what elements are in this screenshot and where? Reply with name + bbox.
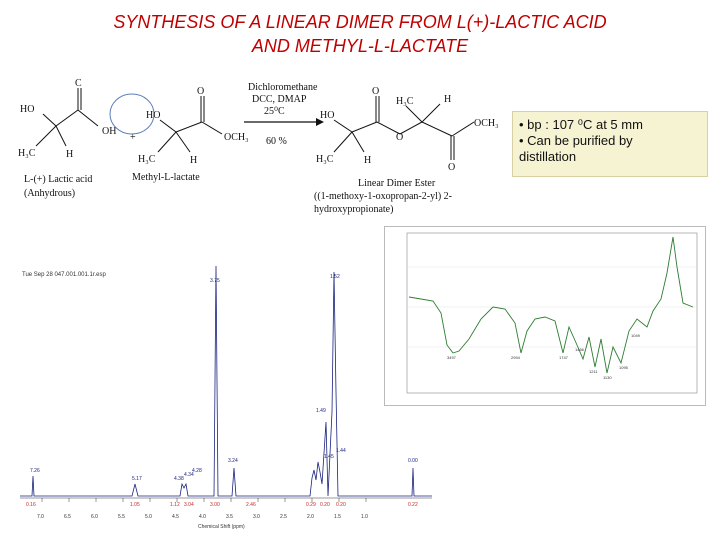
- plus-sign: +: [130, 132, 136, 143]
- nmr-tick-label: 3.5: [226, 514, 233, 520]
- methyl-lactate-name: Methyl-L-lactate: [132, 172, 200, 183]
- nmr-integral-9: 0.20: [336, 502, 346, 508]
- nmr-integral-4: 3.04: [184, 502, 194, 508]
- nmr-tick-label: 6.0: [91, 514, 98, 520]
- nmr-tick-label: 1.0: [361, 514, 368, 520]
- nmr-tick-label: 1.5: [334, 514, 341, 520]
- atom-h-1: H: [66, 149, 74, 160]
- nmr-peak-labels: [30, 274, 418, 482]
- nmr-peak-1: 7.26: [30, 468, 40, 474]
- nmr-tick-label: 2.5: [280, 514, 287, 520]
- product-iupac-line-2: hydroxypropionate): [314, 204, 394, 215]
- ir-label-6: 1130: [603, 375, 612, 380]
- nmr-tick-label: 2.0: [307, 514, 314, 520]
- ir-trace: [409, 237, 693, 373]
- atom-o-2: O: [197, 86, 205, 97]
- nmr-tick-label: 3.0: [253, 514, 260, 520]
- nmr-integral-5: 3.00: [210, 502, 220, 508]
- title-line-1: SYNTHESIS OF A LINEAR DIMER FROM L(+)-LACTIC ACID: [113, 12, 607, 32]
- properties-note: [512, 111, 708, 177]
- nmr-tick-label: 6.5: [64, 514, 71, 520]
- atom-h-4: H: [364, 155, 372, 166]
- ir-grid: [407, 267, 697, 347]
- reagent-coupling: DCC, DMAP: [252, 94, 307, 105]
- ir-label-1: 3497: [447, 355, 456, 360]
- nmr-tick-label: 4.0: [199, 514, 206, 520]
- ir-label-4: 1456: [575, 347, 584, 352]
- lactic-acid-name: L-(+) Lactic acid: [24, 174, 93, 185]
- atom-h-3: H: [444, 94, 452, 105]
- ir-label-8: 1049: [631, 333, 640, 338]
- nmr-integral-10: 0.22: [408, 502, 418, 508]
- atom-oh-1: OH: [102, 126, 117, 137]
- nmr-peak-8: 1.52: [330, 274, 340, 280]
- ir-label-2: 2994: [511, 355, 520, 360]
- nmr-integral-3: 1.12: [170, 502, 180, 508]
- reaction-yield: 60 %: [266, 136, 287, 147]
- lactic-acid-note: (Anhydrous): [24, 188, 76, 199]
- boiling-point-note: • bp : 107 ⁰C at 5 mm: [519, 117, 643, 132]
- nmr-tick-label: 7.0: [37, 514, 44, 520]
- ir-frame: [407, 233, 697, 393]
- nmr-integral-1: 0.16: [26, 502, 36, 508]
- nmr-trace: [20, 266, 432, 496]
- slide-title: [0, 10, 720, 58]
- nmr-peak-4: 4.34: [184, 472, 194, 478]
- nmr-integral-6: 2.46: [246, 502, 256, 508]
- nmr-peak-9: 1.49: [316, 408, 326, 414]
- ir-label-5: 1211: [589, 369, 598, 374]
- purification-note-line-1: • Can be purified by: [519, 133, 633, 148]
- atom-o-ester: O: [396, 132, 404, 143]
- product-name: Linear Dimer Ester: [358, 178, 436, 189]
- atom-o-4: O: [448, 162, 456, 173]
- ir-label-3: 1747: [559, 355, 568, 360]
- nmr-integral-2: 1.05: [130, 502, 140, 508]
- ir-label-7: 1095: [619, 365, 628, 370]
- nmr-integrals: [26, 502, 418, 508]
- reaction-scheme: [8, 78, 508, 228]
- purification-note-line-2: distillation: [519, 149, 577, 164]
- nmr-tick-label: 4.5: [172, 514, 179, 520]
- atom-h3c-3: H₃C: [396, 96, 414, 107]
- atom-o-1: C: [75, 78, 82, 89]
- title-line-2: AND METHYL-L-LACTATE: [251, 36, 469, 56]
- atom-ho-2: HO: [146, 110, 161, 121]
- atom-h-2: H: [190, 155, 198, 166]
- nmr-x-ticks: [37, 498, 368, 520]
- product-iupac-line-1: ((1-methoxy-1-oxopropan-2-yl) 2-: [314, 191, 453, 202]
- methyl-lactate-structure: [158, 96, 222, 152]
- atom-h3c-1: H₃C: [18, 148, 36, 159]
- nmr-file-label: Tue Sep 28 047.001.001.1r.esp: [22, 272, 106, 278]
- nmr-integral-8: 0.20: [320, 502, 330, 508]
- atom-h3c-4: H₃C: [316, 154, 334, 165]
- nmr-integral-7: 0.29: [306, 502, 316, 508]
- nmr-x-axis-label: Chemical Shift (ppm): [198, 524, 245, 530]
- nmr-peak-3: 4.38: [174, 476, 184, 482]
- atom-h3c-2: H₃C: [138, 154, 156, 165]
- nmr-tick-label: 5.5: [118, 514, 125, 520]
- nmr-peak-2: 5.17: [132, 476, 142, 482]
- atom-ho-1: HO: [20, 104, 35, 115]
- reaction-temperature: 25⁰C: [264, 106, 285, 117]
- atom-och3-2: OCH₃: [474, 118, 499, 129]
- nmr-peak-6: 3.75: [210, 278, 220, 284]
- nmr-peak-12: 0.00: [408, 458, 418, 464]
- atom-ho-3: HO: [320, 110, 335, 121]
- nmr-peak-11: 1.44: [336, 448, 346, 454]
- atom-o-3: O: [372, 86, 380, 97]
- nmr-peak-10: 1.45: [324, 454, 334, 460]
- nmr-spectrum: [20, 262, 440, 534]
- reagent-solvent: Dichloromethane: [248, 82, 318, 93]
- lactic-acid-structure: [36, 88, 98, 146]
- nmr-peak-5: 4.28: [192, 468, 202, 474]
- nmr-tick-label: 5.0: [145, 514, 152, 520]
- atom-och3-1: OCH₃: [224, 132, 249, 143]
- nmr-peak-7: 3.24: [228, 458, 238, 464]
